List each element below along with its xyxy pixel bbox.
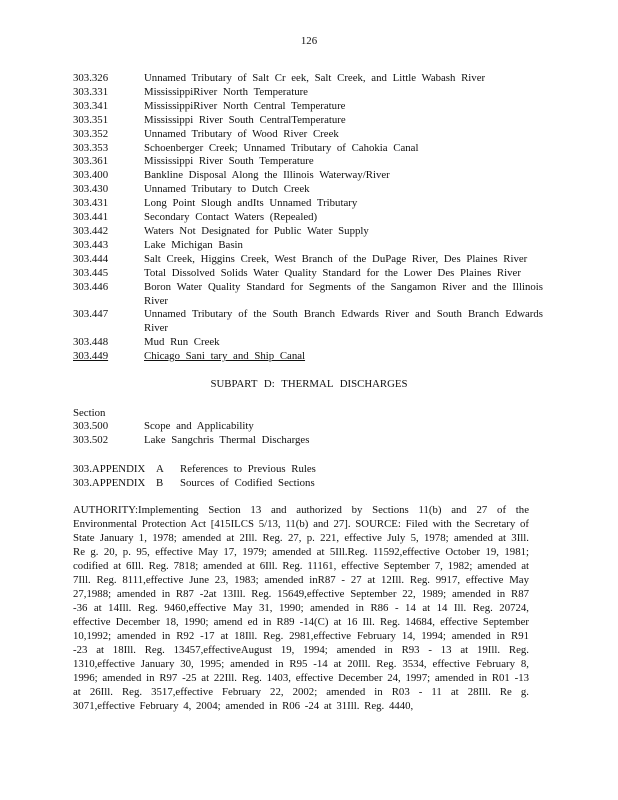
appendix-number: 303.APPENDIX — [73, 463, 146, 475]
section-number: 303.445 — [73, 266, 109, 279]
section-title: Chicago Sani tary and Ship Canal — [144, 350, 306, 363]
subpart-section-list — [73, 406, 543, 448]
section-row — [73, 197, 543, 211]
section-title: Total Dissolved Solids Water Quality Standard for the Lower Des Plaines River — [144, 266, 521, 279]
section-title: Salt Creek, Higgins Creek, West Branch of the DuPage River, Des Plaines River — [144, 252, 528, 265]
appendix-list — [73, 462, 543, 490]
section-title: MississippiRiver North Temperature — [144, 85, 308, 98]
section-row — [73, 281, 543, 309]
section-number: 303.442 — [73, 224, 109, 237]
page-number: 126 — [300, 35, 318, 47]
section-row — [73, 114, 543, 128]
section-row — [73, 100, 543, 114]
appendix-title: Sources of Codified Sections — [180, 477, 315, 489]
section-number: 303.443 — [73, 238, 109, 251]
section-row — [73, 239, 543, 253]
section-row — [73, 72, 543, 86]
appendix-number: 303.APPENDIX — [73, 477, 146, 489]
section-title: Boron Water Quality Standard for Segments of the Sangamon River and the Illinois River — [144, 280, 543, 307]
section-title: Lake Michigan Basin — [144, 238, 243, 251]
section-row — [73, 183, 543, 197]
section-row — [73, 350, 543, 364]
section-row — [73, 169, 543, 183]
section-number: 303.430 — [73, 183, 109, 196]
section-title: Lake Sangchris Thermal Discharges — [144, 433, 310, 446]
section-title: Unnamed Tributary of the South Branch Edwards River and South Branch Edwards River — [144, 308, 543, 335]
section-title: Unnamed Tributary of Wood River Creek — [144, 127, 339, 140]
section-title: Waters Not Designated for Public Water Supply — [144, 224, 369, 237]
section-row — [73, 225, 543, 239]
section-title: Bankline Disposal Along the Illinois Waterway/River — [144, 169, 390, 182]
section-row — [73, 434, 543, 448]
section-number: 303.500 — [73, 420, 109, 432]
section-row — [73, 420, 543, 434]
section-title: Long Point Slough andIts Unnamed Tributary — [144, 197, 358, 210]
section-list — [73, 72, 543, 364]
section-number: 303.400 — [73, 169, 109, 182]
appendix-title: References to Previous Rules — [180, 463, 316, 475]
section-title: Mississippi River South CentralTemperature — [144, 113, 346, 126]
section-number: 303.448 — [73, 336, 109, 349]
section-number: 303.446 — [73, 280, 109, 293]
section-number: 303.449 — [73, 350, 109, 363]
section-number: 303.447 — [73, 308, 109, 321]
section-number: 303.341 — [73, 99, 109, 112]
section-title: Mud Run Creek — [144, 336, 220, 349]
section-row — [73, 211, 543, 225]
section-number: 303.351 — [73, 113, 109, 126]
section-number: 303.502 — [73, 433, 109, 446]
section-number: 303.444 — [73, 252, 109, 265]
section-row — [73, 267, 543, 281]
appendix-row — [73, 462, 543, 476]
section-number: 303.361 — [73, 155, 109, 168]
section-row — [73, 336, 543, 350]
section-number: 303.353 — [73, 141, 109, 154]
section-title: Schoenberger Creek; Unnamed Tributary of Cahokia Canal — [144, 141, 419, 154]
section-row — [73, 128, 543, 142]
section-number: 303.331 — [73, 85, 109, 98]
appendix-row — [73, 476, 543, 490]
section-title: Mississippi River South Temperature — [144, 155, 314, 168]
authority-paragraph: AUTHORITY:Implementing Section 13 and authorized by Sections 11(b) and 27 of the Environmental Protection Act [415ILCS 5/13, 11(b) and 27]. SOURCE: Filed with the Secretary of State January 1, 1978; amended at 2Ill. Reg. 27, p. 221, effective July 5, 1978; amended at 3Ill. Re g. 20, p. 95, effective May 17, 1979; amended at 5Ill.Reg. 11592,effective October 19, 1981; codified at 6Ill. Reg. 7818; amended at 6Ill. Reg. 11161, effective September 7, 1982; amended at 7Ill. Reg. 8111,effective June 23, 1983; amended inR87 - 27 at 12Ill. Reg. 9917, effective May 27,1988; amended in R87 -2at 13Ill. Reg. 15649,effective September 22, 1989; amended in R87 -36 at 14Ill. Reg. 9460,effective May 31, 1990; amended in R86 - 14 at 14 Ill. Reg. 20724, effective December 18, 1990; amend ed in R89 -14(C) at 16 Ill. Reg. 14684, effective September 10,1992; amended in R92 -17 at 18Ill. Reg. 2981,effective February 14, 1994; amended in R91 -23 at 18Ill. Reg. 13457,effectiveAugust 19, 1994; amended in R93 - 13 at 19Ill. Reg. 1310,effective January 30, 1995; amended in R95 -14 at 20Ill. Reg. 3534, effective February 8, 1996; amended in R97 -25 at 22Ill. Reg. 1403, effective December 24, 1997; amended in R01 -13 at 26Ill. Reg. 3517,effective February 22, 2002; amended in R03 - 11 at 28Ill. Re g. 3071,effective February 4, 2004; amended in R06 -24 at 31Ill. Reg. 4440, — [73, 504, 529, 712]
section-number: 303.352 — [73, 127, 109, 140]
section-row — [73, 155, 543, 169]
section-title-wrap — [144, 350, 543, 364]
section-label: Section — [73, 407, 106, 419]
section-row — [73, 308, 543, 336]
section-row — [73, 253, 543, 267]
section-title: Unnamed Tributary to Dutch Creek — [144, 183, 310, 196]
section-number: 303.326 — [73, 72, 109, 84]
section-title: Unnamed Tributary of Salt Cr eek, Salt Creek, and Little Wabash River — [144, 72, 486, 84]
section-row — [73, 86, 543, 100]
appendix-letter: A — [156, 463, 164, 475]
section-title: Scope and Applicability — [144, 420, 254, 432]
section-title: Secondary Contact Waters (Repealed) — [144, 211, 318, 224]
section-title: MississippiRiver North Central Temperature — [144, 99, 346, 112]
section-row — [73, 142, 543, 156]
section-number: 303.441 — [73, 211, 109, 224]
subpart-heading: SUBPART D: THERMAL DISCHARGES — [210, 378, 408, 390]
appendix-letter: B — [156, 477, 164, 489]
section-number: 303.431 — [73, 197, 109, 210]
